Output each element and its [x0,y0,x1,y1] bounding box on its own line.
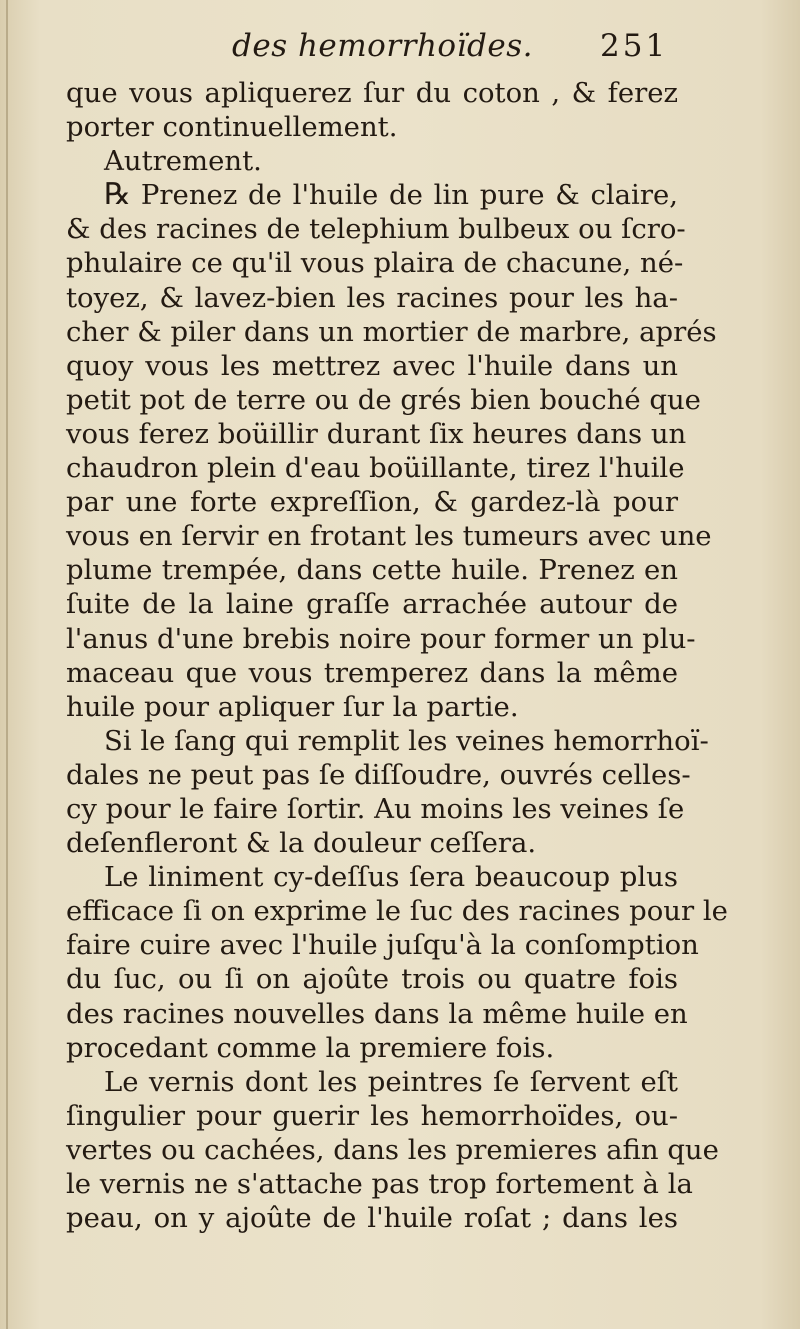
text-line: ſingulier pour guerir les hemorrhoïdes, ou- [66,1099,678,1132]
text-line: l'anus d'une brebis noire pour former un plu- [66,622,696,655]
text-line: que vous apliquerez ſur du coton , & ferez [66,77,678,109]
text-line: plume trempée, dans cette huile. Prenez en [66,554,678,587]
text-line: vertes ou cachées, dans les premieres afin que [66,1133,719,1166]
text-line: procedant comme la premiere fois. [66,1031,555,1064]
text-line: vous ferez boüillir durant ſix heures dans un [66,417,687,450]
text-line: Si le ſang qui remplit les veines hemorrhoï- [104,724,709,757]
text-line: par une forte expreſſion, & gardez-là pour [66,486,678,519]
text-line: efficace ſi on exprime le ſuc des racines pour le [66,895,728,928]
text-line: phulaire ce qu'il vous plaira de chacune, né- [66,247,684,280]
text-line: cher & piler dans un mortier de marbre, aprés [66,315,717,348]
text-line: Le vernis dont les peintres ſe ſervent eſt [104,1065,678,1098]
text-line: maceau que vous tremperez dans la même [66,656,678,689]
text-line: du ſuc, ou ſi on ajoûte trois ou quatre fois [66,963,678,996]
text-line: deſenfleront & la douleur ceſſera. [66,827,537,860]
text-line [66,178,678,212]
text-line: ſuite de la laine graſſe arrachée autour de [66,588,678,621]
text-line: quoy vous les mettrez avec l'huile dans un [66,349,678,382]
text-line: & des racines de telephium bulbeux ou ſcro- [66,213,686,246]
text-line: chaudron plein d'eau boüillante, tirez l'huile [66,452,685,485]
running-title: des hemorrhoïdes. [232,28,533,64]
body-text [66,76,728,1235]
text-line: le vernis ne s'attache pas trop fortement à la [66,1168,693,1200]
text-line: Le liniment cy-deſſus ſera beaucoup plus [104,861,678,894]
text-line: dales ne peut pas ſe diſſoudre, ouvrés celles- [66,758,691,791]
text-line: porter continuellement. [66,111,398,144]
recipe-symbol: ℞ [104,177,131,213]
text-line: peau, on y ajoûte de l'huile roſat ; dans les [66,1202,678,1235]
text-line: vous en ſervir en frotant les tumeurs avec une [66,520,712,553]
text-line: cy pour le faire ſortir. Au moins les veines ſe [66,792,685,825]
text-line: petit pot de terre ou de grés bien bouché que [66,383,701,416]
text-line: toyez, & lavez-bien les racines pour les ha- [66,281,678,314]
text-line: huile pour apliquer ſur la partie. [66,690,519,723]
text-line: faire cuire avec l'huile juſqu'à la conſomption [66,929,699,962]
page-header [0,20,800,70]
recipe-first-line: Prenez de l'huile de lin pure & claire, [140,179,678,212]
page-number: 251 [600,28,669,64]
section-heading: Autrement. [104,145,262,178]
page-gutter [6,0,8,1329]
text-line: des racines nouvelles dans la même huile en [66,997,688,1030]
